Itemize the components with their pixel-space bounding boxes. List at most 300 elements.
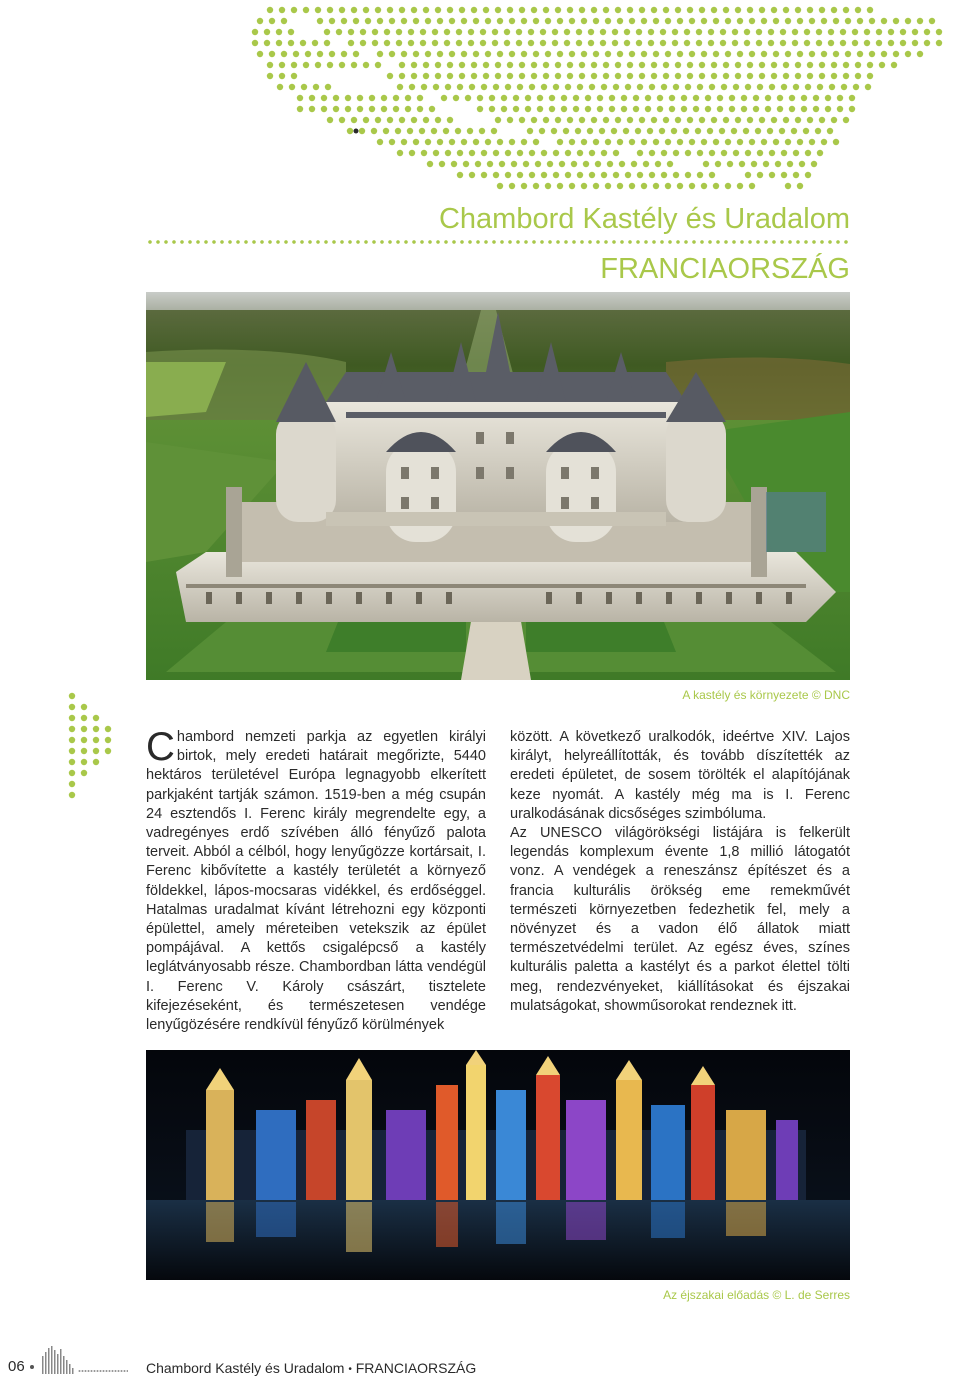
side-dot (81, 704, 87, 710)
map-dot (663, 73, 669, 79)
map-dot (432, 29, 438, 35)
map-dot (804, 29, 810, 35)
map-dot (509, 51, 515, 57)
map-dot (485, 139, 491, 145)
map-dot (639, 62, 645, 68)
map-dot (665, 18, 671, 24)
map-dot (651, 73, 657, 79)
map-dot (281, 51, 287, 57)
map-dot (483, 62, 489, 68)
map-dot (781, 150, 787, 156)
map-dot (785, 18, 791, 24)
map-dot (396, 29, 402, 35)
map-dot (687, 117, 693, 123)
map-dot (867, 62, 873, 68)
map-dot (615, 7, 621, 13)
map-dot (495, 62, 501, 68)
map-dot (717, 95, 723, 101)
map-dot (553, 84, 559, 90)
map-dot (825, 95, 831, 101)
map-dot (629, 18, 635, 24)
map-dot (521, 183, 527, 189)
map-dot (507, 62, 513, 68)
map-dot (701, 183, 707, 189)
map-dot (713, 51, 719, 57)
map-dot (289, 84, 295, 90)
map-dot (685, 150, 691, 156)
map-dot (353, 51, 359, 57)
map-dot (589, 172, 595, 178)
map-dot (852, 29, 858, 35)
photo-caption-2: Az éjszakai előadás © L. de Serres (663, 1288, 850, 1302)
map-dot (549, 95, 555, 101)
map-dot (888, 40, 894, 46)
map-dot (567, 73, 573, 79)
map-dot (924, 40, 930, 46)
map-dot (420, 40, 426, 46)
side-dot (69, 770, 75, 776)
map-dot (405, 106, 411, 112)
side-dot (105, 726, 111, 732)
map-dot (751, 161, 757, 167)
map-dot (348, 40, 354, 46)
map-dot (785, 183, 791, 189)
map-dot (597, 95, 603, 101)
map-dot (449, 139, 455, 145)
map-dot (445, 84, 451, 90)
map-dot (671, 128, 677, 134)
map-dot (687, 73, 693, 79)
map-dot (435, 62, 441, 68)
map-dot (737, 51, 743, 57)
map-dot (288, 29, 294, 35)
map-dot (840, 29, 846, 35)
map-dot (587, 128, 593, 134)
map-dot (780, 40, 786, 46)
map-dot (689, 183, 695, 189)
map-dot (543, 7, 549, 13)
map-dot (399, 7, 405, 13)
map-dot (577, 150, 583, 156)
map-dot (325, 84, 331, 90)
map-dot (621, 95, 627, 101)
map-dot (833, 139, 839, 145)
map-dot (636, 29, 642, 35)
map-dot (579, 62, 585, 68)
map-dot (807, 62, 813, 68)
map-dot (633, 95, 639, 101)
map-dot (755, 128, 761, 134)
side-dot (81, 726, 87, 732)
map-dot (357, 106, 363, 112)
map-dot (459, 7, 465, 13)
map-dot (855, 73, 861, 79)
map-dot (727, 161, 733, 167)
map-dot (264, 29, 270, 35)
map-dot (431, 128, 437, 134)
map-dot (375, 117, 381, 123)
map-dot (492, 40, 498, 46)
map-dot (653, 183, 659, 189)
map-dot (565, 84, 571, 90)
map-dot (705, 106, 711, 112)
map-dot (807, 7, 813, 13)
map-dot (411, 7, 417, 13)
map-dot (648, 40, 654, 46)
map-dot (309, 106, 315, 112)
map-dot (588, 29, 594, 35)
map-dot (395, 128, 401, 134)
map-dot (461, 51, 467, 57)
map-dot (577, 172, 583, 178)
map-dot (504, 40, 510, 46)
map-dot (413, 18, 419, 24)
map-dot (480, 40, 486, 46)
article-paragraph: között. A következő uralkodók, ideértve XIV. Lajos királyt, helyreállították, és tovább díszítették az eredeti épületet, de sosem törölték el alapítójának keze nyomát. A kastély még ma is I. Ferenc uralkodásának dicsőséges szimbóluma. (510, 729, 850, 822)
map-dot (493, 172, 499, 178)
map-dot (351, 117, 357, 123)
map-dot (747, 62, 753, 68)
map-dot (653, 51, 659, 57)
map-dot (347, 128, 353, 134)
map-dot (519, 73, 525, 79)
map-dot (421, 150, 427, 156)
map-dot (683, 128, 689, 134)
map-dot (489, 95, 495, 101)
map-dot (653, 139, 659, 145)
map-dot (900, 29, 906, 35)
side-dot (93, 759, 99, 765)
map-dot (819, 73, 825, 79)
map-dot (780, 29, 786, 35)
map-dot (327, 7, 333, 13)
map-dot (529, 84, 535, 90)
map-dot (449, 51, 455, 57)
map-dot (649, 172, 655, 178)
map-dot (711, 73, 717, 79)
map-dot (696, 40, 702, 46)
map-dot (673, 150, 679, 156)
map-dot (701, 51, 707, 57)
map-dot (745, 172, 751, 178)
map-dot (499, 161, 505, 167)
map-dot (729, 106, 735, 112)
map-dot (581, 183, 587, 189)
map-dot (569, 51, 575, 57)
map-dot (641, 183, 647, 189)
map-dot (351, 7, 357, 13)
map-dot (519, 62, 525, 68)
map-dot (795, 7, 801, 13)
map-dot (795, 117, 801, 123)
map-dot (389, 18, 395, 24)
map-dot (553, 150, 559, 156)
map-dot (360, 29, 366, 35)
footer-separator: • (348, 1363, 352, 1375)
title-divider (146, 240, 850, 244)
map-dot (795, 73, 801, 79)
map-dot (353, 18, 359, 24)
map-dot (393, 106, 399, 112)
map-dot (773, 51, 779, 57)
map-dot (457, 84, 463, 90)
map-dot (636, 40, 642, 46)
map-dot (475, 161, 481, 167)
map-dot (447, 7, 453, 13)
map-dot (456, 29, 462, 35)
map-dot (504, 29, 510, 35)
map-dot (837, 95, 843, 101)
map-dot (709, 172, 715, 178)
map-dot (435, 117, 441, 123)
map-dot (821, 18, 827, 24)
map-dot (669, 106, 675, 112)
map-dot (533, 51, 539, 57)
map-dot (481, 84, 487, 90)
map-dot (649, 150, 655, 156)
map-dot (389, 51, 395, 57)
map-dot (657, 95, 663, 101)
map-dot (291, 62, 297, 68)
map-dot (427, 161, 433, 167)
map-dot (507, 73, 513, 79)
map-dot (651, 7, 657, 13)
map-dot (569, 139, 575, 145)
map-dot (699, 62, 705, 68)
map-dot (756, 29, 762, 35)
map-dot (745, 150, 751, 156)
map-dot (619, 161, 625, 167)
map-dot (641, 139, 647, 145)
map-dot (561, 106, 567, 112)
map-dot (765, 95, 771, 101)
map-dot (505, 150, 511, 156)
map-dot (541, 84, 547, 90)
map-dot (540, 29, 546, 35)
map-dot (605, 139, 611, 145)
map-dot (257, 51, 263, 57)
side-dot (81, 770, 87, 776)
map-dot (659, 128, 665, 134)
map-dot (924, 29, 930, 35)
map-dot (797, 183, 803, 189)
map-dot (707, 128, 713, 134)
map-dot (417, 106, 423, 112)
map-dot (665, 51, 671, 57)
map-dot (555, 73, 561, 79)
map-dot (381, 106, 387, 112)
map-dot (479, 128, 485, 134)
map-dot (677, 139, 683, 145)
map-dot (643, 161, 649, 167)
map-dot (733, 150, 739, 156)
map-dot (423, 117, 429, 123)
map-dot (753, 106, 759, 112)
map-dot (267, 7, 273, 13)
map-dot (768, 29, 774, 35)
map-dot (469, 150, 475, 156)
map-dot (735, 73, 741, 79)
drop-cap: C (146, 725, 175, 769)
map-dot (357, 95, 363, 101)
map-dot (657, 106, 663, 112)
map-dot (309, 95, 315, 101)
map-dot (465, 95, 471, 101)
map-dot (303, 7, 309, 13)
map-dot (757, 150, 763, 156)
map-dot (505, 84, 511, 90)
map-dot (629, 51, 635, 57)
map-dot (663, 7, 669, 13)
map-dot (815, 128, 821, 134)
map-dot (785, 139, 791, 145)
location-dot (354, 129, 359, 134)
map-dot (473, 51, 479, 57)
map-dot (725, 183, 731, 189)
map-dot (425, 51, 431, 57)
map-dot (675, 117, 681, 123)
map-dot (279, 62, 285, 68)
map-dot (703, 161, 709, 167)
map-dot (563, 128, 569, 134)
map-dot (821, 139, 827, 145)
map-dot (905, 51, 911, 57)
map-dot (613, 172, 619, 178)
map-dot (467, 128, 473, 134)
side-dot (105, 748, 111, 754)
map-dot (761, 18, 767, 24)
map-dot (387, 73, 393, 79)
map-dot (609, 95, 615, 101)
map-dot (629, 139, 635, 145)
map-dot (433, 84, 439, 90)
map-dot (437, 18, 443, 24)
map-dot (843, 73, 849, 79)
map-dot (561, 95, 567, 101)
side-dot (69, 781, 75, 787)
map-dot (867, 7, 873, 13)
map-dot (853, 84, 859, 90)
map-dot (359, 128, 365, 134)
map-dot (723, 62, 729, 68)
map-dot (813, 106, 819, 112)
map-dot (541, 172, 547, 178)
map-dot (493, 150, 499, 156)
map-dot (837, 106, 843, 112)
map-dot (695, 128, 701, 134)
dot-map-decoration (0, 0, 960, 200)
map-dot (843, 62, 849, 68)
map-dot (505, 172, 511, 178)
map-dot (444, 29, 450, 35)
map-dot (777, 106, 783, 112)
map-dot (531, 117, 537, 123)
map-dot (525, 106, 531, 112)
map-dot (339, 62, 345, 68)
map-dot (917, 51, 923, 57)
map-dot (697, 84, 703, 90)
map-dot (827, 128, 833, 134)
map-dot (348, 29, 354, 35)
map-dot (817, 84, 823, 90)
map-dot (324, 40, 330, 46)
map-dot (609, 106, 615, 112)
map-dot (537, 95, 543, 101)
map-dot (775, 161, 781, 167)
map-dot (709, 150, 715, 156)
map-dot (687, 7, 693, 13)
map-dot (363, 117, 369, 123)
map-dot (689, 18, 695, 24)
map-dot (439, 161, 445, 167)
map-dot (389, 139, 395, 145)
map-dot (411, 73, 417, 79)
map-dot (805, 84, 811, 90)
map-dot (531, 73, 537, 79)
footer-title (146, 1360, 476, 1376)
map-dot (591, 7, 597, 13)
map-dot (321, 95, 327, 101)
map-dot (459, 73, 465, 79)
map-dot (301, 84, 307, 90)
map-dot (589, 84, 595, 90)
map-dot (819, 7, 825, 13)
map-dot (519, 7, 525, 13)
map-dot (444, 40, 450, 46)
map-dot (425, 139, 431, 145)
map-dot (747, 117, 753, 123)
map-dot (771, 7, 777, 13)
map-dot (443, 128, 449, 134)
map-dot (635, 128, 641, 134)
map-dot (372, 40, 378, 46)
map-dot (685, 84, 691, 90)
map-dot (879, 62, 885, 68)
map-dot (372, 29, 378, 35)
map-dot (377, 139, 383, 145)
map-dot (869, 18, 875, 24)
map-dot (627, 7, 633, 13)
map-dot (565, 150, 571, 156)
map-dot (545, 51, 551, 57)
map-dot (408, 29, 414, 35)
map-dot (399, 117, 405, 123)
map-dot (597, 106, 603, 112)
map-dot (805, 150, 811, 156)
map-dot (639, 7, 645, 13)
map-dot (591, 62, 597, 68)
map-dot (612, 40, 618, 46)
map-dot (517, 150, 523, 156)
map-dot (705, 95, 711, 101)
map-dot (593, 183, 599, 189)
map-dot (737, 18, 743, 24)
map-dot (739, 161, 745, 167)
map-dot (831, 117, 837, 123)
map-dot (393, 95, 399, 101)
map-dot (789, 106, 795, 112)
map-dot (684, 29, 690, 35)
map-dot (553, 172, 559, 178)
map-dot (375, 62, 381, 68)
map-dot (767, 128, 773, 134)
side-dot (69, 704, 75, 710)
map-dot (516, 40, 522, 46)
map-dot (567, 117, 573, 123)
map-dot (783, 62, 789, 68)
map-dot (437, 51, 443, 57)
map-dot (807, 73, 813, 79)
